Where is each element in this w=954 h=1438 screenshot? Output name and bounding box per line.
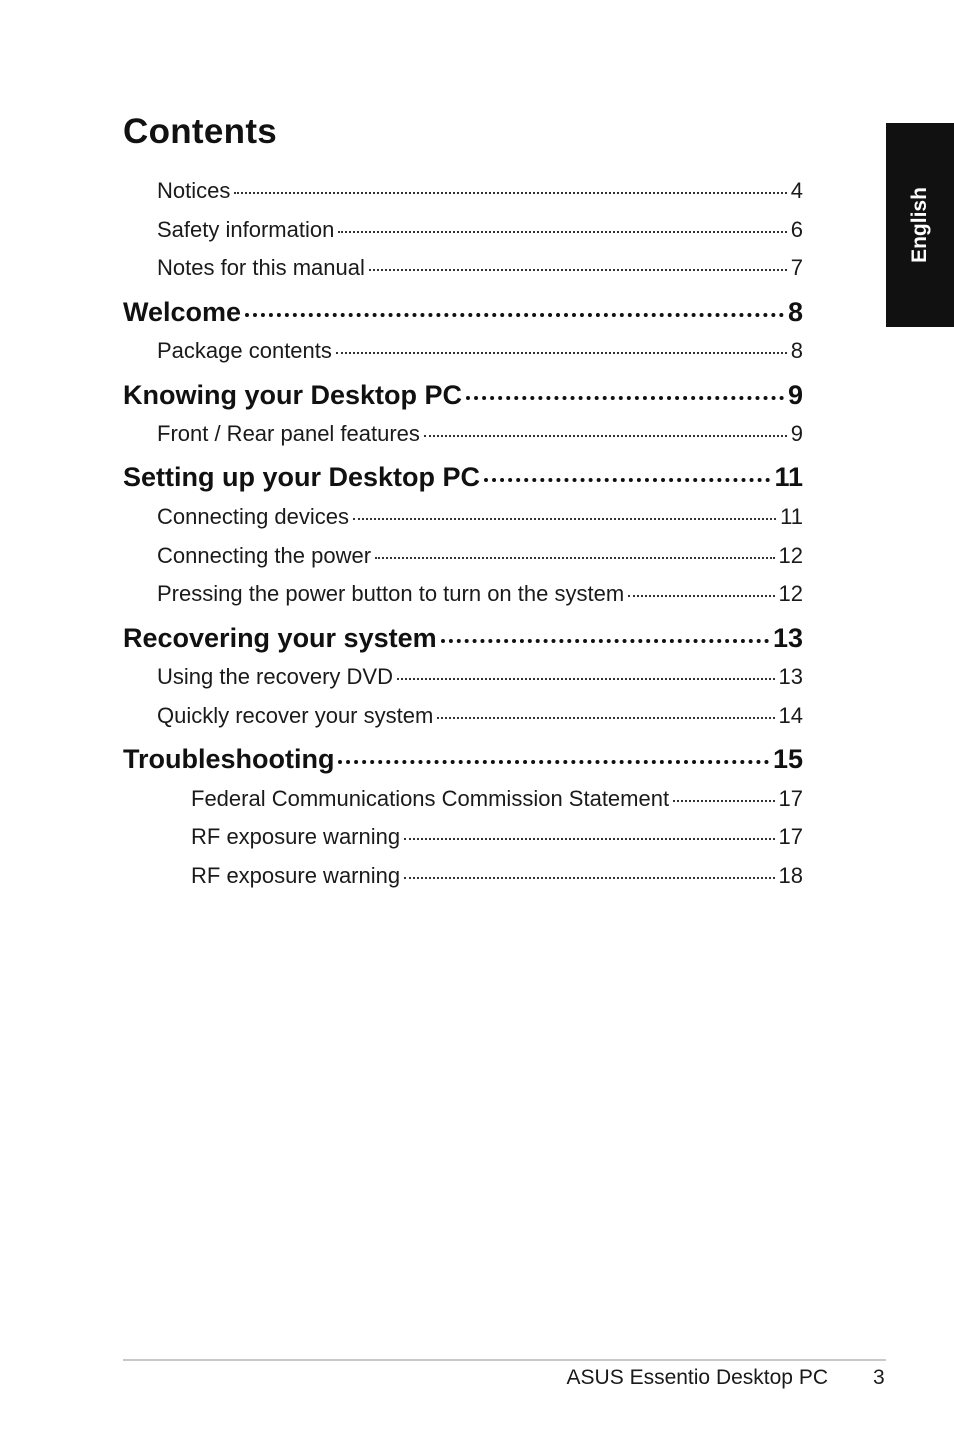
toc-entry-rf-exposure-warning-2[interactable] xyxy=(191,861,803,889)
toc-entry-front-rear-panel-features[interactable] xyxy=(157,419,803,447)
toc-section-troubleshooting[interactable] xyxy=(123,741,803,775)
toc-dot-leader xyxy=(353,502,776,524)
toc-section-label: Welcome xyxy=(123,297,242,327)
toc-dot-leader xyxy=(338,741,768,768)
toc-section-page: 15 xyxy=(772,744,803,774)
toc-entry-label: Front / Rear panel features xyxy=(157,421,420,446)
toc-dot-leader xyxy=(404,861,774,883)
toc-dot-leader xyxy=(437,701,774,723)
toc-entry-page: 13 xyxy=(778,664,803,689)
toc-dot-leader xyxy=(369,253,787,275)
toc-entry-safety-information[interactable] xyxy=(157,215,803,243)
toc-entry-page: 11 xyxy=(780,504,803,529)
toc-entry-label: Connecting devices xyxy=(157,504,350,529)
toc-dot-leader xyxy=(397,662,775,684)
toc-entry-package-contents[interactable] xyxy=(157,336,803,364)
toc-entry-notes-for-this-manual[interactable] xyxy=(157,253,803,281)
toc-entry-quickly-recover-your-system[interactable] xyxy=(157,701,803,729)
toc-entry-page: 8 xyxy=(790,338,803,363)
toc-entry-rf-exposure-warning[interactable] xyxy=(191,822,803,850)
toc-dot-leader xyxy=(424,419,787,441)
page-title: Contents xyxy=(123,112,278,151)
toc-dot-leader xyxy=(673,784,774,806)
toc-entry-pressing-the-power-button[interactable] xyxy=(157,579,803,607)
toc-entry-label: Notes for this manual xyxy=(157,255,365,280)
toc-entry-fcc-statement[interactable] xyxy=(191,784,803,812)
toc-entry-label: Using the recovery DVD xyxy=(157,664,393,689)
toc-entry-label: Pressing the power button to turn on the system xyxy=(157,581,625,606)
toc-section-setting-up-your-desktop-pc[interactable] xyxy=(123,459,803,493)
toc-dot-leader xyxy=(484,459,770,486)
toc-entry-page: 4 xyxy=(790,178,803,203)
toc-dot-leader xyxy=(234,176,786,198)
footer-page-number: 3 xyxy=(873,1366,885,1389)
toc-dot-leader xyxy=(404,822,774,844)
toc-entry-label: Connecting the power xyxy=(157,543,372,568)
toc-entry-page: 14 xyxy=(778,703,803,728)
toc-entry-page: 7 xyxy=(790,255,803,280)
toc-dot-leader xyxy=(466,377,784,404)
toc-entry-using-the-recovery-dvd[interactable] xyxy=(157,662,803,690)
toc-entry-connecting-devices[interactable] xyxy=(157,502,803,530)
toc-section-label: Knowing your Desktop PC xyxy=(123,380,463,410)
toc-entry-label: Notices xyxy=(157,178,231,203)
toc-entry-label: Quickly recover your system xyxy=(157,703,434,728)
language-tab xyxy=(886,123,954,327)
toc-entry-label: Package contents xyxy=(157,338,332,363)
footer-divider xyxy=(123,1359,886,1361)
toc-entry-page: 17 xyxy=(778,824,803,849)
footer-product-name: ASUS Essentio Desktop PC xyxy=(566,1366,828,1389)
toc-entry-connecting-the-power[interactable] xyxy=(157,541,803,569)
toc-section-page: 11 xyxy=(774,462,803,492)
toc-entry-label: Safety information xyxy=(157,217,335,242)
toc-section-page: 9 xyxy=(787,380,803,410)
toc-section-page: 13 xyxy=(772,623,803,653)
toc-entry-label: RF exposure warning xyxy=(191,863,401,888)
toc-entry-page: 18 xyxy=(778,863,803,888)
toc-section-page: 8 xyxy=(787,297,803,327)
toc-entry-label: Federal Communications Commission Statement xyxy=(191,786,670,811)
toc-dot-leader xyxy=(336,336,787,358)
toc-dot-leader xyxy=(375,541,774,563)
toc-dot-leader xyxy=(245,294,784,321)
toc-section-label: Troubleshooting xyxy=(123,744,335,774)
toc-dot-leader xyxy=(338,215,786,237)
toc-section-knowing-your-desktop-pc[interactable] xyxy=(123,377,803,411)
toc-dot-leader xyxy=(628,579,774,601)
toc-entry-page: 6 xyxy=(790,217,803,242)
toc-entry-label: RF exposure warning xyxy=(191,824,401,849)
toc-entry-notices[interactable] xyxy=(157,176,803,204)
toc-section-recovering-your-system[interactable] xyxy=(123,620,803,654)
toc-entry-page: 17 xyxy=(778,786,803,811)
toc-entry-page: 12 xyxy=(778,581,803,606)
toc-section-label: Setting up your Desktop PC xyxy=(123,462,481,492)
language-tab-label: English xyxy=(908,187,931,263)
toc-dot-leader xyxy=(441,620,769,647)
toc-entry-page: 9 xyxy=(790,421,803,446)
toc-section-label: Recovering your system xyxy=(123,623,437,653)
toc-section-welcome[interactable] xyxy=(123,294,803,328)
toc-entry-page: 12 xyxy=(778,543,803,568)
